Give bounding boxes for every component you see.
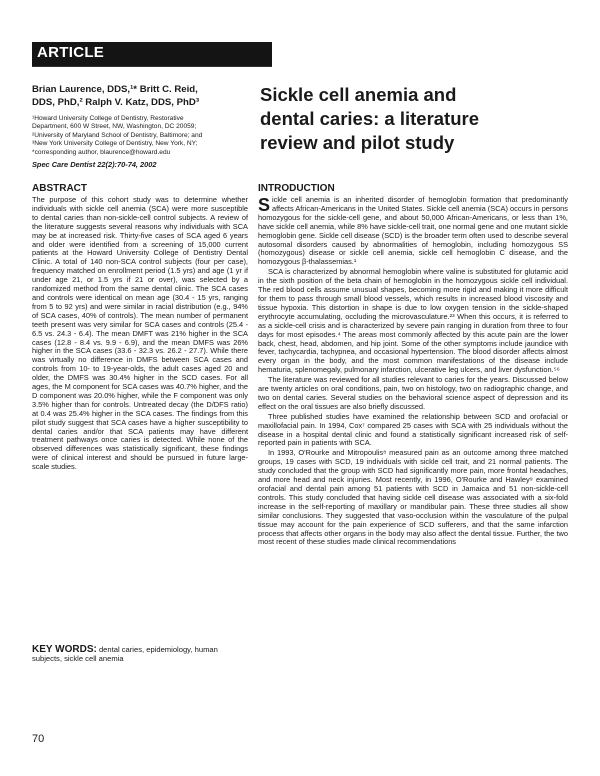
- affiliation-line: *corresponding author, blaurence@howard.edu: [32, 148, 171, 156]
- title-line: Sickle cell anemia and: [260, 84, 457, 105]
- affiliation-line: ²University of Maryland School of Dentistry, Baltimore; and: [32, 131, 203, 139]
- abstract-heading: ABSTRACT: [32, 183, 87, 194]
- affiliation-line: ³New York University College of Dentistry, New York, NY;: [32, 140, 198, 148]
- keywords-text: dental caries, epidemiology, human subjects, sickle cell anemia: [32, 645, 218, 663]
- keywords-label: KEY WORDS:: [32, 644, 97, 655]
- keywords: [32, 645, 248, 663]
- author-line: DDS, PhD,² Ralph V. Katz, DDS, PhD³: [32, 97, 200, 108]
- author-line: Brian Laurence, DDS,¹* Britt C. Reid,: [32, 84, 198, 95]
- abstract-text: The purpose of this cohort study was to determine whether individuals with sickle cell anemia (SCA) were more susceptible to dental caries than non-sickle-cell control subjects. A review of the literature suggests several reasons why individuals with SCA may be at increased risk. Thirty-five cases of SCA aged 6 years and older were identified from a screening of 15,000 current patients at the Howard University College of Dentistry Dental Clinic. A total of 140 non-SCA control subjects (four per case), frequency matched on enrollment period (1.5 yrs) and age (1 yr if under age 21, or 1.5 yrs if 21 or over), was selected by a randomized method from the same dental clinic. The SCA cases and controls were identical on mean age (30.4 - 15 yrs, ranging from 5 to 92 yrs) and were similar in racial distribution (e.g., 94% of SCA cases, 40% of controls). The mean number of permanent teeth present was very similar for SCA cases and controls (25.4 - 6.5 vs. 24.3 - 6.4). The mean DMFT was 21% higher in the SCA cases (12.8 - 8.4 vs. 9.9 - 6.9), and the mean DMFS was 26% higher in the SCA cases (33.6 - 32.3 vs. 26.2 - 27.7). While there was virtually no difference in DMFS between SCA cases and controls from 10- to 19-year-olds, the adult cases aged 20 and older, the DMFS was 30.4% higher in the SCD cases. For all ages, the M component for SCA cases was 40.7% higher, and the D component was 20.0% higher, while the F component was only 3.5% higher than for controls. Untreated decay (the D/DFS ratio) at 0.4 was 25.4% higher in the SCA cases. The findings from this pilot study suggest that SCA cases have a higher susceptibility to dental caries and/or that SCA patients may have different treatment pathways once caries is detected. While none of the observed differences was statistically significant, these findings were of clinical interest and should be pursued in future large-scale studies.: [32, 195, 248, 472]
- article-label: ARTICLE: [37, 44, 105, 61]
- introduction-body: [258, 196, 568, 548]
- article-label-bar: [32, 42, 272, 66]
- intro-paragraph-text: ickle cell anemia is an inherited disorder of hemoglobin formation that predominantly affects African-Americans in the United States. Sickle cell anemia (SCA) occurs in persons homozygous for the sickle-cell gene, and about 50,000 African-Americans, or less than 1%, have sickle cell anemia, while 8% have sickle-cell trait, one normal gene and one mutant sickle hemoglobin gene. Sickle cell disease (SCD) is the broader term often used to describe several autosomal disorders caused by abnormalities of hemoglobin, including homozygous SS (homozygous) disease or sickle cell anemia, sickle cell hemoglobin C disease, and the homozygous β-thalassemias.¹: [258, 195, 568, 267]
- abstract-body: [32, 196, 248, 472]
- introduction-heading: INTRODUCTION: [258, 183, 335, 194]
- drop-cap: S: [258, 195, 271, 215]
- title-line: review and pilot study: [260, 132, 455, 153]
- intro-paragraph: The literature was reviewed for all studies relevant to caries for the years. Discussed below are twenty articles on oral conditions, pain, two on histology, two on radiographic change, and two on dental caries. Several studies on the behavioral science aspect of depression and its effect on the oral tissues are also briefly discussed.: [258, 375, 568, 411]
- article-title: [260, 83, 560, 155]
- intro-paragraph: In 1993, O'Rourke and Mitropoulis⁸ measured pain as an outcome among three matched groups, 19 cases with SCD, 19 individuals with sickle cell trait, and 21 normal patients. The study concluded that the group with SCD had significantly more pain, more frontal headaches, and more head and neck injuries. Most recently, in 1996, O'Rourke and Hawley⁹ examined orofacial and dental pain among 51 patients with SCD in Jamaica and 51 non-sickle-cell controls. This study concluded that having sickle cell disease was associated with a six-fold increase in the self-reporting of maxillary or mandibular pain. These three studies all show similar conclusions. They suggested that vaso-occlusion within the vasculature of the pulpal tissue may account for the pain experience of SCD sufferers, and that the same infarction process that affects other organs in the body may also affect the dental tissue. Further, the two most recent of these studies made clinical recommendations: [258, 448, 568, 547]
- page-number: 70: [32, 733, 45, 745]
- intro-paragraph: SCA is characterized by abnormal hemoglobin where valine is substituted for glutamic acid in the sixth position of the beta chain of hemoglobin in the homozygous sickle cell individual. The red blood cells assume unusual shapes, becoming more rigid and making it more difficult for them to pass through small blood vessels, which results in increased blood viscosity and tissue hypoxia. This distortion in shape is due to low oxygen tension in the sickle-shaped erythrocyte accumulating, occluding the microvasculature.²³ When this occurs, it is referred to as a sickle-cell crisis and is characterized by severe pain ranging in duration from three to four days for most episodes.⁴ The areas most commonly affected by this acute pain are the lower back, chest, head, abdomen, and hip joint. Some of the other symptoms include jaundice with fever, tachycardia, tachypnea, and occasional hypertension. The blood disorder affects almost every organ in the body, and the most common manifestations of the disease include hematuria, splenomegaly, pulmonary infarction, ulcerative leg ulcers, and liver dysfunction.⁵⁶: [258, 267, 568, 375]
- affiliation-line: ¹Howard University College of Dentistry, Restorative: [32, 115, 184, 122]
- intro-paragraph: Three published studies have examined the relationship between SCD and orofacial or maxillofacial pain. In 1994, Cox⁷ compared 25 cases with SCA with 25 individuals without the disease in a hospital dental clinic and found a statistically significant increased risk of self-reported pain in patients with SCA.: [258, 411, 568, 448]
- affiliations: [32, 115, 272, 157]
- header-rule: [32, 66, 272, 67]
- intro-paragraph: [258, 196, 568, 267]
- author-list: [32, 83, 272, 109]
- affiliation-line: Department, 600 W Street, NW, Washington, DC 20059;: [32, 123, 197, 131]
- journal-citation: Spec Care Dentist 22(2):70-74, 2002: [32, 160, 157, 169]
- title-line: dental caries: a literature: [260, 108, 480, 129]
